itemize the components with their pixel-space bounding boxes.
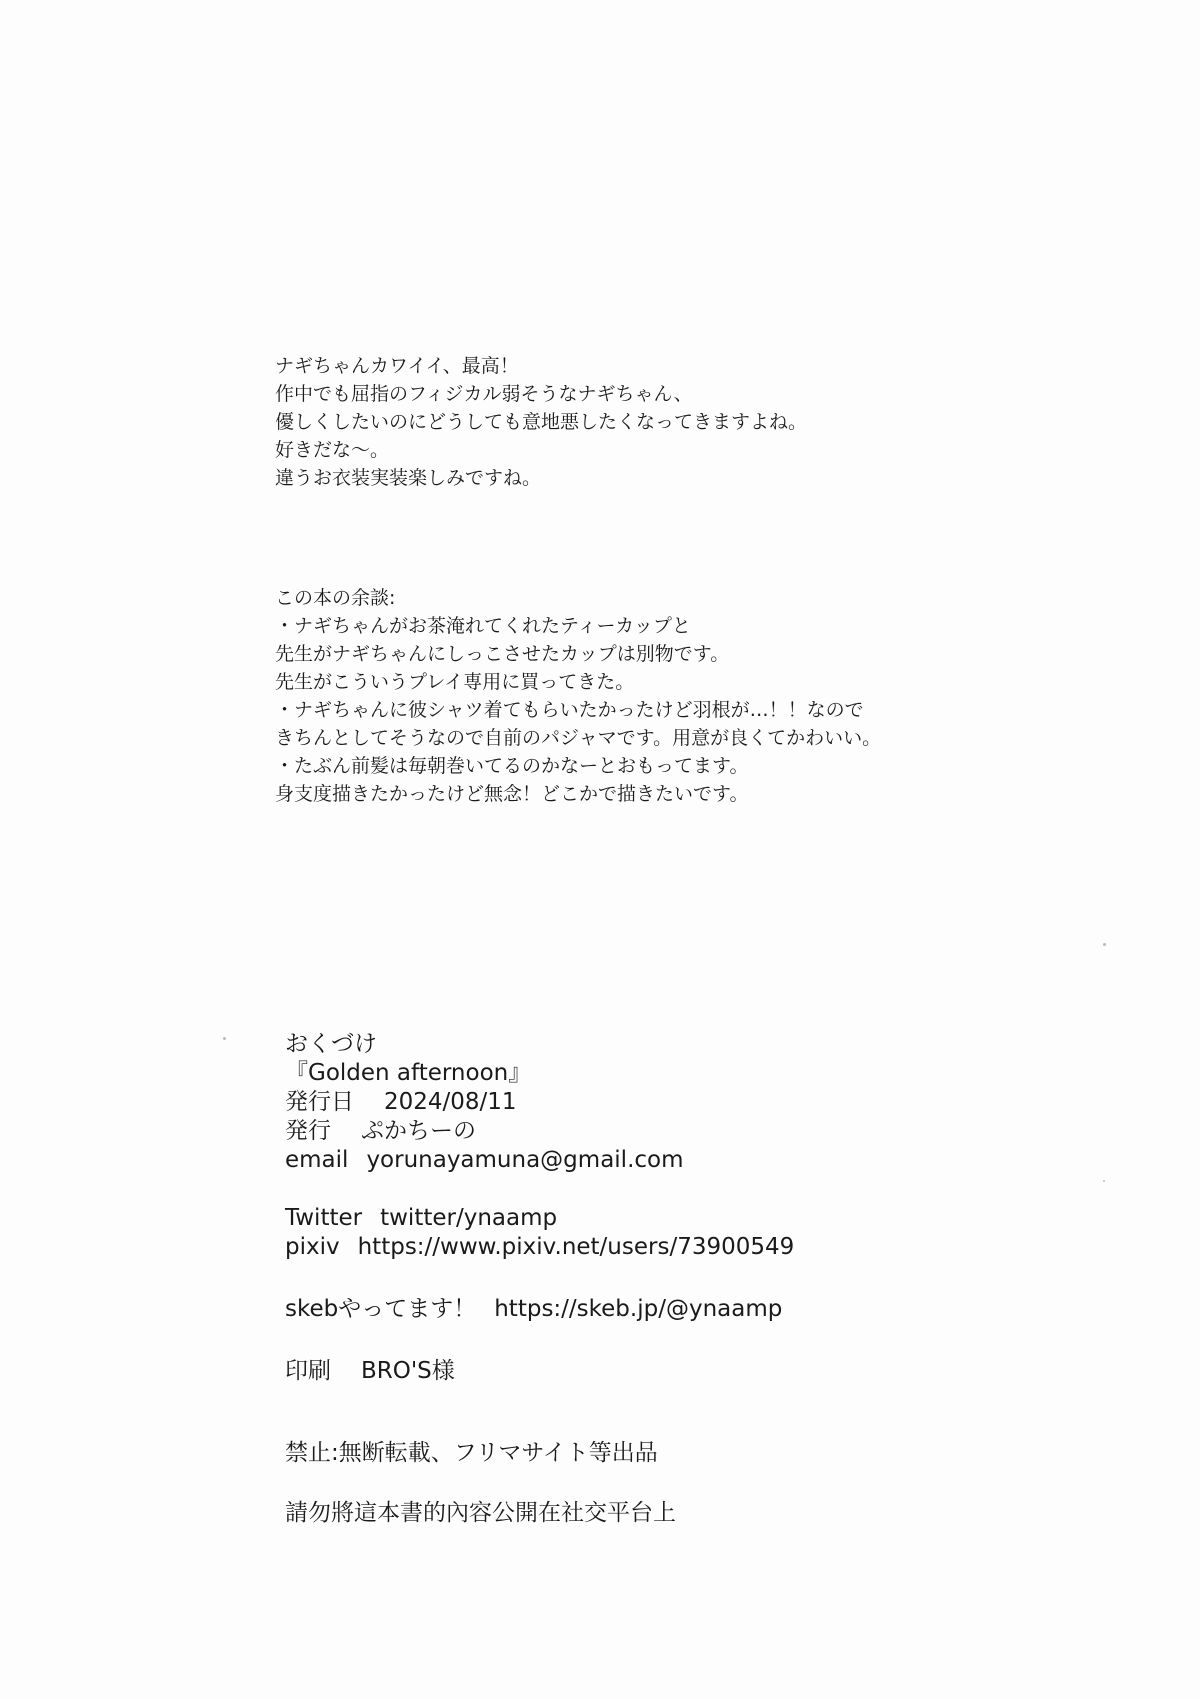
- twitter-value: twitter/ynaamp: [380, 1205, 558, 1231]
- trivia-note: [275, 584, 881, 808]
- pixiv-label: pixiv: [285, 1234, 340, 1260]
- skeb-label: skebやってます！: [285, 1296, 477, 1322]
- trivia-line: ・ナギちゃんがお茶淹れてくれたティーカップと: [275, 615, 691, 637]
- afterword-line: 好きだな〜。: [275, 439, 390, 461]
- afterword-line: ナギちゃんカワイイ、最高！: [275, 355, 519, 377]
- email-label: email: [285, 1147, 349, 1173]
- twitter-label: Twitter: [285, 1205, 363, 1231]
- printer-value: BRO'S様: [361, 1358, 455, 1384]
- printer-row: [285, 1357, 794, 1386]
- publisher-label: 発行: [285, 1118, 331, 1144]
- publisher-value: ぷかちーの: [361, 1118, 476, 1144]
- publish-date-label: 発行日: [285, 1089, 354, 1115]
- colophon: [285, 1030, 794, 1528]
- pixiv-row: [285, 1233, 794, 1262]
- trivia-line: 先生がこういうプレイ専用に買ってきた。: [275, 671, 635, 693]
- trivia-line: きちんとしてそうなので自前のパジャマです。用意が良くてかわいい。: [275, 727, 882, 749]
- afterword-line: 優しくしたいのにどうしても意地悪したくなってきますよね。: [275, 411, 808, 433]
- scan-speck: [223, 1037, 226, 1040]
- twitter-row: [285, 1204, 794, 1233]
- scan-speck: [1103, 1180, 1105, 1182]
- skeb-value: https://skeb.jp/@ynaamp: [494, 1296, 783, 1322]
- book-title: 『Golden afternoon』: [285, 1060, 532, 1086]
- trivia-line: ・ナギちゃんに彼シャツ着てもらいたかったけど羽根が…！！なので: [275, 699, 864, 721]
- afterword-note: [275, 352, 807, 492]
- publisher-row: [285, 1117, 794, 1146]
- chinese-notice: 請勿將這本書的內容公開在社交平台上: [285, 1500, 676, 1526]
- afterword-line: 作中でも屈指のフィジカル弱そうなナギちゃん、: [275, 383, 693, 405]
- publish-date-value: 2024/08/11: [384, 1089, 517, 1115]
- trivia-line: ・たぶん前髪は毎朝巻いてるのかなーとおもってます。: [275, 755, 749, 777]
- afterword-line: 違うお衣装実装楽しみですね。: [275, 467, 542, 489]
- trivia-heading: この本の余談:: [275, 587, 396, 609]
- colophon-heading: おくづけ: [285, 1031, 377, 1057]
- scan-speck: [1103, 943, 1106, 946]
- email-row: [285, 1146, 794, 1175]
- prohibition-notice: 禁止:無断転載、フリマサイト等出品: [285, 1440, 658, 1466]
- printer-label: 印刷: [285, 1358, 331, 1384]
- pixiv-value: https://www.pixiv.net/users/73900549: [357, 1234, 795, 1260]
- trivia-line: 身支度描きたかったけど無念！どこかで描きたいです。: [275, 783, 749, 805]
- trivia-line: 先生がナギちゃんにしっこさせたカップは別物です。: [275, 643, 730, 665]
- email-value: yorunayamuna@gmail.com: [366, 1147, 684, 1173]
- publish-date-row: [285, 1088, 794, 1117]
- skeb-row: [285, 1295, 794, 1324]
